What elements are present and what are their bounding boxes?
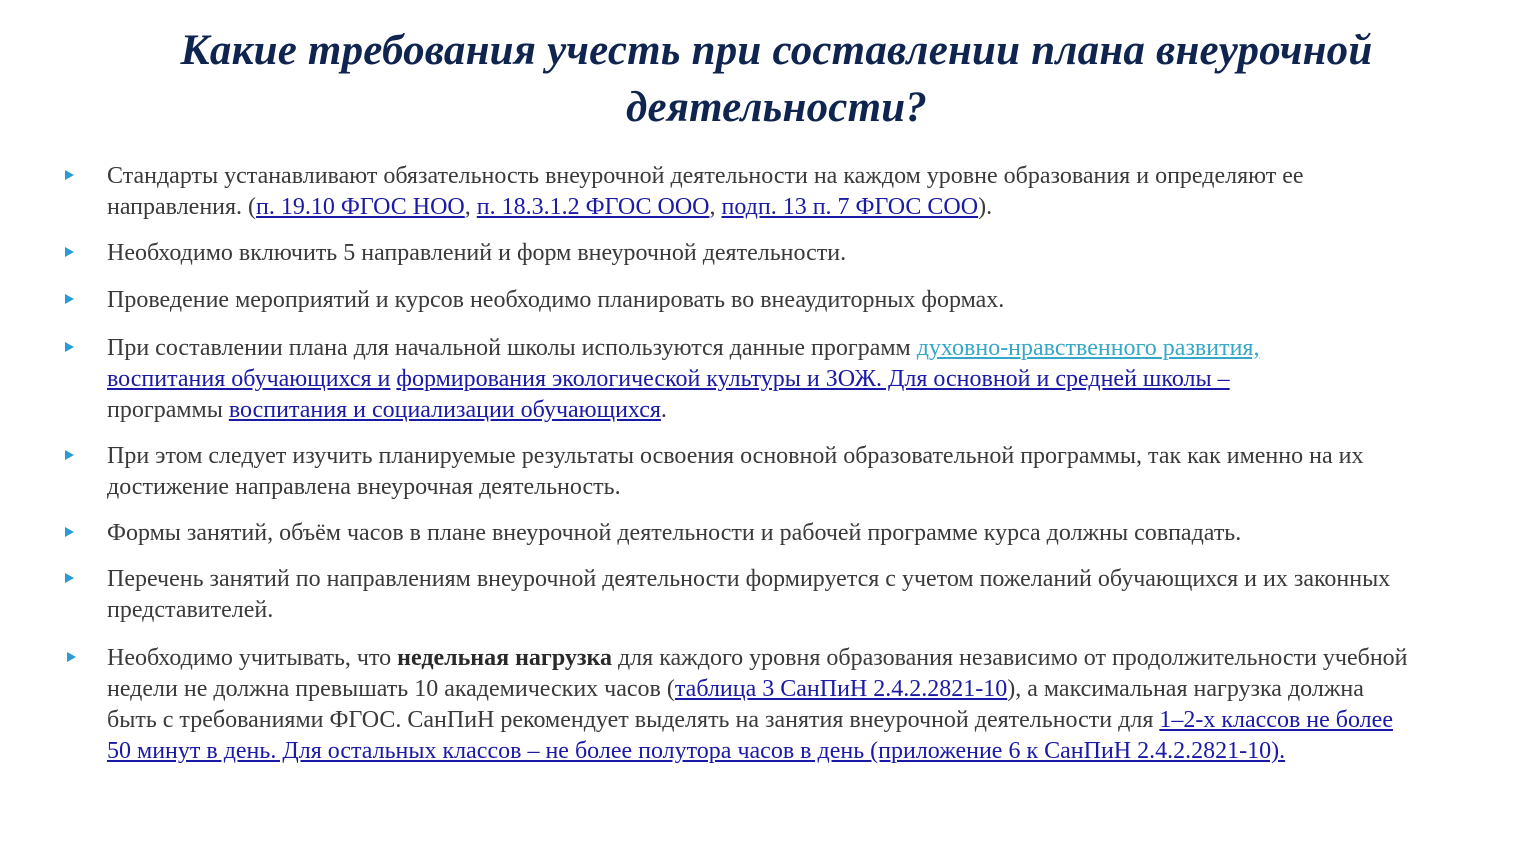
bullet-item-forms [107, 285, 1427, 316]
bullet-text: Стандарты устанавливают обязательность внеурочной деятельности на каждом уровне образования и определяют ее направления. ( [107, 163, 1304, 220]
bullet-item-results [107, 441, 1427, 503]
link-socialization[interactable]: воспитания и социализации обучающихся [228, 397, 661, 423]
bullet-arrow-icon [65, 527, 74, 537]
weekly-load-bold: недельная нагрузка [397, 645, 612, 671]
link-fgos-ooo[interactable]: п. 18.3.1.2 ФГОС ООО [476, 194, 710, 220]
bullet-item-load: Необходимо учитывать, что недельная нагрузка для каждого уровня образования независимо от продолжительности учебной недели не должна превышать 10 академических часов (таблица 3 СанПиН 2.4.2.2821-10), а максимальная нагрузка должна быть с требованиями ФГОС. СанПиН рекомендует выделять на занятия внеурочной деятельности для 1–2-х классов не более 50 минут в день. Для остальных классов – не более полутора часов в день (приложение 6 к СанПиН 2.4.2.2821-10). [107, 643, 1417, 767]
bullet-arrow-icon [65, 342, 74, 352]
bullet-text: Необходимо учитывать, что [107, 645, 398, 671]
bullet-item-standards: Стандарты устанавливают обязательность внеурочной деятельности на каждом уровне образования и определяют ее направления. (п. 19.10 ФГОС НОО, п. 18.3.1.2 ФГОС ООО, подп. 13 п. 7 ФГОС СОО). [107, 161, 1427, 223]
bullet-item-programs: При составлении плана для начальной школы используются данные программ духовно-нравственного развития, воспитания обучающихся и формирования экологической культуры и ЗОЖ. Для основной и средней школы – программы воспитания и социализации обучающихся. [107, 333, 1427, 426]
link-spiritual-development[interactable]: духовно-нравственного развития, [916, 335, 1260, 361]
link-ecological-culture[interactable]: формирования экологической культуры и ЗОЖ. Для основной и средней школы – [396, 366, 1230, 392]
bullet-text: Перечень занятий по направлениям внеурочной деятельности формируется с учетом пожеланий обучающихся и их законных представителей. [107, 566, 1391, 623]
slide-title: Какие требования учесть при составлении плана внеурочной деятельности? [180, 27, 1373, 131]
bullet-arrow-icon [65, 294, 74, 304]
bullet-arrow-icon [65, 573, 74, 583]
bullet-text: Проведение мероприятий и курсов необходимо планировать во внеаудиторных формах. [107, 287, 1005, 313]
bullet-text: При составлении плана для начальной школы используются данные программ [107, 335, 917, 361]
bullet-arrow-icon [65, 450, 74, 460]
bullet-text: При этом следует изучить планируемые результаты освоения основной образовательной программы, так как именно на их достижение направлена внеурочная деятельность. [107, 443, 1364, 500]
bullet-item-wishes [107, 564, 1427, 626]
link-sanpin-table3[interactable]: таблица 3 СанПиН 2.4.2.2821-10 [674, 676, 1008, 702]
bullet-item-hours [107, 518, 1427, 549]
link-fgos-soo[interactable]: подп. 13 п. 7 ФГОС СОО [721, 194, 979, 220]
bullet-text: Формы занятий, объём часов в плане внеурочной деятельности и рабочей программе курса должны совпадать. [107, 520, 1242, 546]
link-sanpin-appendix6[interactable]: 1–2-х классов не более 50 минут в день. Для остальных классов – не более полутора часов в день (приложение 6 к СанПиН 2.4.2.2821-10). [107, 707, 1393, 764]
bullet-arrow-icon [67, 652, 76, 662]
bullet-item-directions [107, 238, 1427, 269]
bullet-arrow-icon [65, 170, 74, 180]
link-fgos-noo[interactable]: п. 19.10 ФГОС НОО [256, 194, 465, 220]
link-upbringing[interactable]: воспитания обучающихся и [107, 366, 391, 392]
bullet-text: Необходимо включить 5 направлений и форм внеурочной деятельности. [107, 240, 847, 266]
bullet-arrow-icon [65, 247, 74, 257]
